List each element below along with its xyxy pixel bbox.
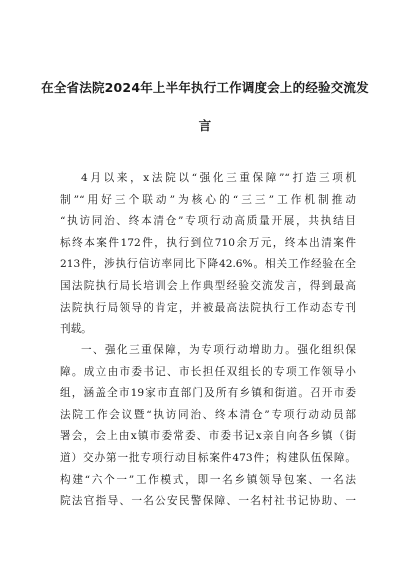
- paragraph-1-line: 4月以来，x法院以“强化三重保障”“打造三项机: [81, 172, 356, 184]
- paragraph-2-line: 构建“六个一”工作模式，即一名乡镇领导包案、一名法: [60, 473, 356, 486]
- paragraph-2-line: 署会，会上由x镇市委常委、市委书记x亲自向各乡镇（街: [60, 430, 356, 443]
- paragraph-2-line: 院法官指导、一名公安民警保障、一名村社书记协助、一: [60, 495, 356, 508]
- paragraph-2: [60, 340, 356, 513]
- paragraph-1: [60, 168, 356, 341]
- paragraph-1-line: 213件，涉执行信访率同比下降42.6%。相关工作经验在全: [60, 258, 356, 271]
- paragraph-1-line: 刊载。: [60, 323, 92, 336]
- document-title-line-2: 言: [198, 118, 212, 133]
- paragraph-1-line: 标终本案件172件，执行到位710余万元，终本出清案件: [60, 236, 356, 249]
- paragraph-1-line: “执访同治、终本清仓”专项行动高质量开展，共执结目: [60, 215, 356, 228]
- paragraph-2-line: 组，涵盖全市19家市直部门及所有乡镇和街道。召开市委: [60, 387, 356, 400]
- document-title-line-1: 在全省法院2024年上半年执行工作调度会上的经验交流发: [41, 80, 369, 95]
- paragraph-2-line: 一、强化三重保障，为专项行动增助力。强化组织保: [81, 344, 356, 356]
- paragraph-1-line: 法院执行局领导的肯定，并被最高法院执行工作动态专刊: [60, 301, 356, 314]
- paragraph-2-line: 道）交办第一批专项行动目标案件473件；构建队伍保障。: [60, 451, 356, 464]
- paragraph-2-line: 障。成立由市委书记、市长担任双组长的专项工作领导小: [60, 365, 356, 378]
- paragraph-2-line: 法院工作会议暨“执访同治、终本清仓”专项行动动员部: [60, 408, 356, 421]
- paragraph-1-line: 制”“用好三个联动”为核心的“三三”工作机制推动: [60, 193, 356, 206]
- paragraph-1-line: 国法院执行局长培训会上作典型经验交流发言，得到最高: [60, 279, 356, 292]
